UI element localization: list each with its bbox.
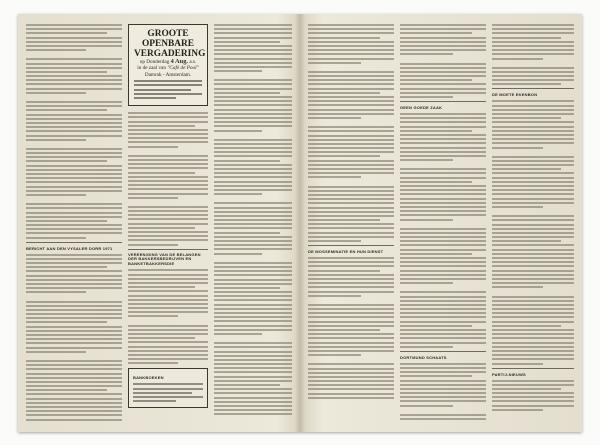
column-2-lower-body bbox=[128, 269, 208, 364]
notice-title-line-1: GROOTE OPENBARE bbox=[141, 29, 195, 49]
bankboeken-box bbox=[128, 368, 208, 408]
center-fold bbox=[295, 14, 305, 432]
column-1-body bbox=[26, 24, 122, 239]
section-heading-left-bottom: BERICHT AAN DEN VYSALER DORR 1971 bbox=[26, 245, 113, 251]
section-heading-right-lower: DE MOSSEMINATIE EN HUN DIENST bbox=[308, 249, 384, 254]
column-1-rule bbox=[26, 242, 122, 243]
column-6-top-body bbox=[492, 24, 574, 85]
notice-venue bbox=[134, 65, 202, 71]
column-5-body bbox=[400, 113, 486, 348]
column-5-lower-body bbox=[400, 363, 486, 422]
section-heading-right-mid: GEEN GOEDE ZAAK bbox=[400, 105, 443, 110]
column-2-rule bbox=[128, 249, 208, 250]
column-5-rule-2 bbox=[400, 351, 486, 352]
notice-venue-address: Damrak - Amsterdam. bbox=[144, 71, 192, 78]
column-4-body bbox=[308, 24, 394, 242]
section-heading-right-bottom: DORTMUND SCHAATS bbox=[400, 354, 447, 360]
column-3 bbox=[214, 24, 292, 422]
column-6 bbox=[492, 24, 574, 422]
notice-date-suffix: a.s. bbox=[189, 59, 197, 65]
meeting-notice bbox=[128, 24, 208, 106]
notice-title-line-2: VERGADERING bbox=[134, 49, 206, 59]
column-5-top-body bbox=[400, 24, 486, 98]
column-6-lower-body bbox=[492, 380, 574, 411]
column-5 bbox=[400, 24, 486, 422]
bankboeken-heading: BANKBOEKEN bbox=[133, 375, 164, 381]
column-2 bbox=[128, 24, 208, 422]
column-6-body bbox=[492, 100, 574, 364]
column-1-lower-body bbox=[26, 254, 122, 422]
notice-venue-prefix: in de zaal van bbox=[137, 65, 166, 72]
newspaper-sheet bbox=[18, 14, 582, 432]
column-2-body bbox=[128, 112, 208, 245]
notice-date-prefix: op Donderdag bbox=[139, 59, 170, 65]
section-heading-far-right-bottom: PARTIJ-NIEUWS bbox=[492, 371, 526, 377]
column-4-rule bbox=[308, 245, 394, 246]
notice-venue-name: "Café de Pool" bbox=[167, 65, 199, 72]
notice-date-day: 4 Aug. bbox=[170, 58, 189, 65]
column-1 bbox=[26, 24, 122, 422]
column-6-rule-1 bbox=[492, 88, 574, 89]
column-4-lower-body bbox=[308, 257, 394, 399]
section-heading-far-right: DE MOETE EKENBON bbox=[492, 92, 538, 98]
column-6-rule-2 bbox=[492, 368, 574, 369]
column-4 bbox=[308, 24, 394, 422]
section-heading-center: VEREENIGING VAN DE BELANGEN DER BAKKERSBEDRIJVEN EN BANKETBAKKERSDIE bbox=[128, 251, 201, 266]
column-5-rule-1 bbox=[400, 101, 486, 102]
column-3-body bbox=[214, 24, 292, 415]
